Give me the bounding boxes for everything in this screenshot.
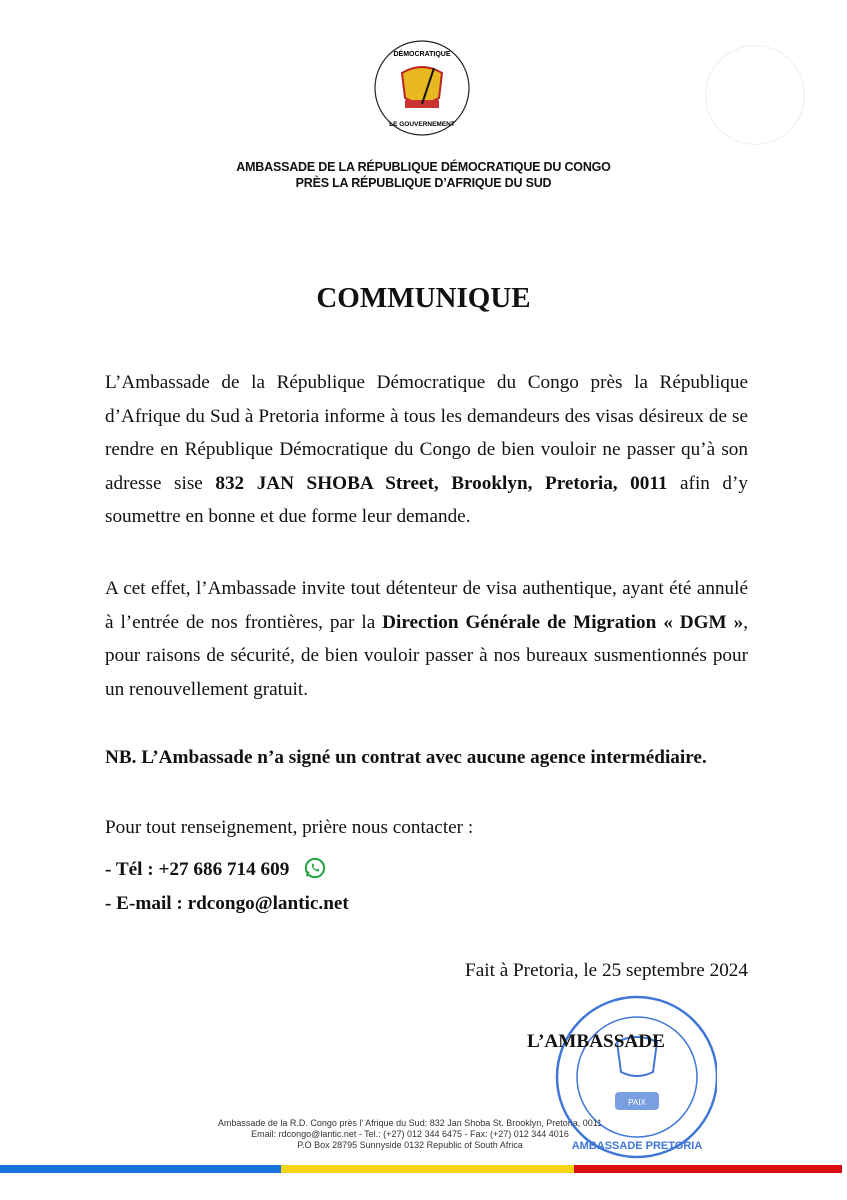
phone-text: - Tél : +27 686 714 609: [105, 859, 290, 880]
footer-address: Ambassade de la R.D. Congo près l' Afrique du Sud: 832 Jan Shoba St. Brooklyn, Pretoria, 0011: [217, 1118, 603, 1128]
footer-pobox: P.O Box 28795 Sunnyside 0132 Republic of South Africa: [297, 1140, 523, 1150]
para1-text-end: afin d’y soumettre en bonne et due forme leur demande.: [105, 472, 748, 527]
svg-text:DÉMOCRATIQUE: DÉMOCRATIQUE: [393, 51, 451, 58]
place-date: Fait à Pretoria, le 25 septembre 2024: [465, 960, 748, 981]
stamp-bottom-text: AMBASSADE PRETORIA: [571, 1140, 703, 1152]
watermark-seal: [700, 40, 810, 150]
agency-name: Direction Générale de Migration « DGM »: [382, 611, 744, 633]
contact-email: - E-mail : rdcongo@lantic.net: [105, 893, 349, 914]
footer-contacts: Email: rdcongo@lantic.net - Tel.: (+27) 012 344 6475 - Fax: (+27) 012 344 4016: [251, 1129, 569, 1139]
contact-phone: [105, 857, 326, 881]
embassy-address: 832 JAN SHOBA Street, Brooklyn, Pretoria, 0011: [215, 472, 668, 494]
government-seal: [372, 38, 472, 138]
flag-band-yellow: [281, 1165, 574, 1173]
page-title: COMMUNIQUE: [316, 282, 531, 314]
nb-note: NB. L’Ambassade n’a signé un contrat avec aucune agence intermédiaire.: [105, 747, 707, 768]
paragraph-1: [105, 366, 748, 534]
para2-text-end: , pour raisons de sécurité, de bien vouloir passer à nos bureaux susmentionnés pour un renouvellement gratuit.: [105, 611, 748, 700]
flag-band-blue: [0, 1165, 281, 1173]
embassy-stamp: [527, 992, 717, 1162]
para1-text: L’Ambassade de la République Démocratique du Congo près la République d’Afrique du Sud à Pretoria informe à tous les demandeurs des visas désireux de se rendre en République Démocratique du Congo de bien vouloir ne passer qu’à son adresse sise: [105, 372, 748, 494]
header-line-2: PRÈS LA RÉPUBLIQUE D’AFRIQUE DU SUD: [295, 176, 552, 190]
header-line-1: AMBASSADE DE LA RÉPUBLIQUE DÉMOCRATIQUE DU CONGO: [236, 160, 611, 174]
paragraph-2: [105, 572, 748, 706]
svg-text:LE GOUVERNEMENT: LE GOUVERNEMENT: [389, 121, 455, 128]
para2-text: A cet effet, l’Ambassade invite tout détenteur de visa authentique, ayant été annulé à l’entrée de nos frontières, par la: [105, 578, 748, 633]
flag-band-red: [574, 1165, 842, 1173]
whatsapp-icon: [304, 857, 326, 879]
contact-intro: Pour tout renseignement, prière nous contacter :: [105, 817, 474, 838]
signature-label: L’AMBASSADE: [527, 1031, 665, 1052]
stamp-motto: PAIX: [628, 1098, 646, 1107]
